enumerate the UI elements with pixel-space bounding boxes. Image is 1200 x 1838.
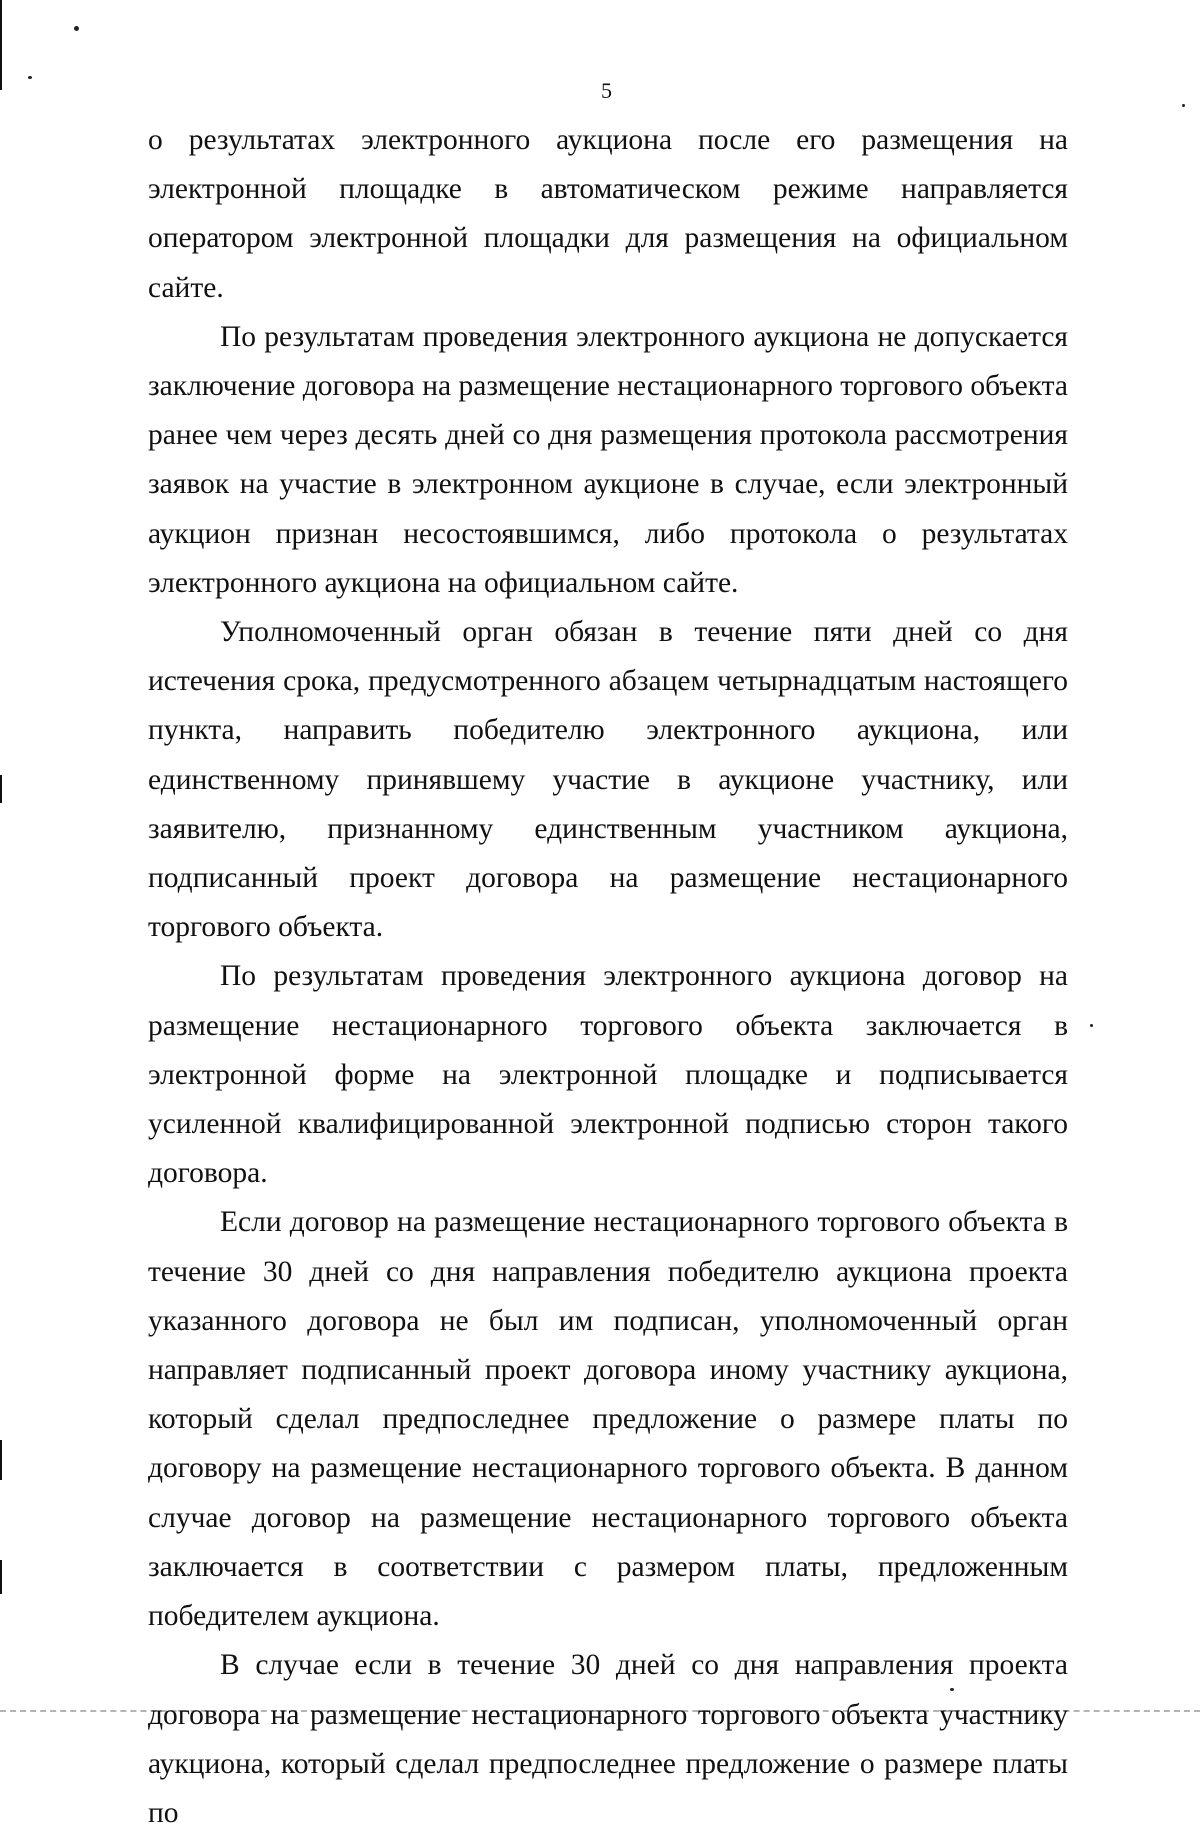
scan-edge-mark (0, 0, 2, 90)
paragraph: Если договор на размещение нестационарного торгового объекта в течение 30 дней со дня направления победителю аукциона проекта указанного договора не был им подписан, уполномоченный орган направляет подписанный проект договора иному участнику аукциона, который сделал предпоследнее предложение о размере платы по договору на размещение нестационарного торгового объекта. В данном случае договор на размещение нестационарного торгового объекта заключается в соответствии с размером платы, предложенным победителем аукциона. (148, 1206, 1068, 1633)
page-number: 5 (601, 78, 612, 103)
paragraph: По результатам проведения электронного аукциона не допускается заключение договора на размещение нестационарного торгового объекта ранее чем через десять дней со дня размещения протокола рассмотрения заявок на участие в электронном аукционе в случае, если электронный аукцион признан несостоявшимся, либо протокола о результатах электронного аукциона на официальном сайте. (148, 320, 1068, 599)
paragraph: Уполномоченный орган обязан в течение пяти дней со дня истечения срока, предусмотренного абзацем четырнадцатым настоящего пункта, направить победителю электронного аукциона, или единственному принявшему участие в аукционе участнику, или заявителю, признанному единственным участником аукциона, подписанный проект договора на размещение нестационарного торгового объекта. (148, 616, 1068, 944)
scan-edge-mark (0, 1560, 2, 1594)
scan-speck (74, 26, 79, 31)
paragraph: о результатах электронного аукциона после его размещения на электронной площадке в автоматическом режиме направляется оператором электронной площадки для размещения на официальном сайте. (148, 124, 1068, 304)
scan-edge-mark (0, 775, 2, 803)
scan-speck (1090, 1024, 1093, 1027)
paragraph: По результатам проведения электронного аукциона договор на размещение нестационарного торгового объекта заключается в электронной форме на электронной площадке и подписывается усиленной квалифицированной электронной подписью сторон такого договора. (148, 960, 1068, 1190)
document-body (148, 116, 1068, 1838)
scan-edge-mark (0, 1440, 2, 1480)
paragraph: В случае если в течение 30 дней со дня направления проекта договора на размещение нестационарного торгового объекта участнику аукциона, который сделал предпоследнее предложение о размере платы по (148, 1649, 1068, 1829)
scan-speck (1182, 104, 1185, 107)
